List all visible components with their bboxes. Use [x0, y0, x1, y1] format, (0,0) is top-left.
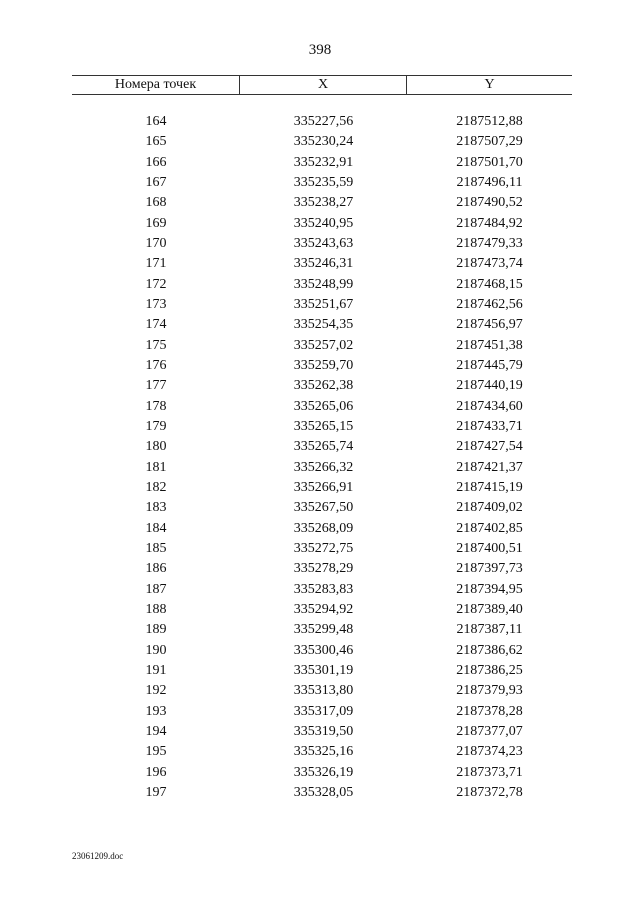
point-number-cell: 190 [145, 642, 167, 658]
table-row [72, 641, 572, 661]
y-coordinate-cell: 2187397,73 [456, 561, 523, 577]
y-coordinate-cell: 2187415,19 [456, 480, 523, 496]
point-number-cell: 168 [145, 195, 167, 211]
point-number-cell: 187 [145, 581, 167, 597]
table-row [72, 336, 572, 356]
y-coordinate-cell: 2187421,37 [456, 459, 523, 475]
table-row [72, 539, 572, 559]
y-coordinate-cell: 2187427,54 [456, 439, 523, 455]
x-coordinate-cell: 335267,50 [293, 500, 354, 516]
point-number-cell: 173 [145, 297, 167, 313]
table-row [72, 498, 572, 518]
table-row [72, 275, 572, 295]
point-number-cell: 193 [145, 703, 167, 719]
x-coordinate-cell: 335301,19 [293, 663, 354, 679]
y-coordinate-cell: 2187434,60 [456, 398, 523, 414]
x-coordinate-cell: 335328,05 [293, 784, 354, 800]
table-row [72, 356, 572, 376]
table-header [72, 76, 572, 94]
table-row [72, 295, 572, 315]
y-coordinate-cell: 2187507,29 [456, 134, 523, 150]
y-coordinate-cell: 2187433,71 [456, 419, 523, 435]
table-row [72, 376, 572, 396]
y-coordinate-cell: 2187473,74 [456, 256, 523, 272]
y-coordinate-cell: 2187409,02 [456, 500, 523, 516]
x-coordinate-cell: 335254,35 [293, 317, 354, 333]
header-y: Y [484, 77, 495, 92]
point-number-cell: 174 [145, 317, 167, 333]
x-coordinate-cell: 335317,09 [293, 703, 354, 719]
table-row [72, 254, 572, 274]
y-coordinate-cell: 2187440,19 [456, 378, 523, 394]
point-number-cell: 172 [145, 276, 167, 292]
y-coordinate-cell: 2187462,56 [456, 297, 523, 313]
x-coordinate-cell: 335257,02 [293, 337, 354, 353]
x-coordinate-cell: 335238,27 [293, 195, 354, 211]
point-number-cell: 188 [145, 602, 167, 618]
point-number-cell: 183 [145, 500, 167, 516]
point-number-cell: 180 [145, 439, 167, 455]
table-row [72, 315, 572, 335]
table-row [72, 173, 572, 193]
x-coordinate-cell: 335268,09 [293, 520, 354, 536]
x-coordinate-cell: 335262,38 [293, 378, 354, 394]
y-coordinate-cell: 2187386,25 [456, 663, 523, 679]
x-coordinate-cell: 335235,59 [293, 175, 354, 191]
y-coordinate-cell: 2187374,23 [456, 744, 523, 760]
x-coordinate-cell: 335325,16 [293, 744, 354, 760]
table-row [72, 580, 572, 600]
table-row [72, 397, 572, 417]
point-number-cell: 177 [145, 378, 167, 394]
point-number-cell: 182 [145, 480, 167, 496]
header-point-number: Номера точек [72, 76, 240, 94]
point-number-cell: 184 [145, 520, 167, 536]
point-number-cell: 192 [145, 683, 167, 699]
x-coordinate-cell: 335265,06 [293, 398, 354, 414]
table-row [72, 234, 572, 254]
x-coordinate-cell: 335259,70 [293, 358, 354, 374]
page-number: 398 [308, 42, 332, 58]
y-coordinate-cell: 2187373,71 [456, 764, 523, 780]
table-row [72, 458, 572, 478]
table-row [72, 783, 572, 803]
table-row [72, 600, 572, 620]
y-coordinate-cell: 2187451,38 [456, 337, 523, 353]
x-coordinate-cell: 335230,24 [293, 134, 354, 150]
y-coordinate-cell: 2187389,40 [456, 602, 523, 618]
table-row [72, 132, 572, 152]
table-row [72, 722, 572, 742]
point-number-cell: 178 [145, 398, 167, 414]
y-coordinate-cell: 2187512,88 [456, 114, 523, 130]
x-coordinate-cell: 335319,50 [293, 724, 354, 739]
table-row [72, 763, 572, 783]
table-row [72, 702, 572, 722]
x-coordinate-cell: 335240,95 [293, 215, 354, 231]
y-coordinate-cell: 2187402,85 [456, 520, 523, 536]
y-coordinate-cell: 2187445,79 [456, 358, 523, 374]
x-coordinate-cell: 335272,75 [293, 541, 354, 557]
x-coordinate-cell: 335283,83 [293, 581, 354, 597]
x-coordinate-cell: 335227,56 [293, 114, 354, 130]
point-number-cell: 185 [145, 541, 167, 557]
point-number-cell: 191 [145, 663, 167, 679]
table-row [72, 661, 572, 681]
point-number-cell: 167 [145, 175, 167, 191]
y-coordinate-cell: 2187379,93 [456, 683, 523, 699]
x-coordinate-cell: 335300,46 [293, 642, 354, 658]
table-row [72, 620, 572, 640]
y-coordinate-cell: 2187372,78 [456, 784, 523, 800]
y-coordinate-cell: 2187386,62 [456, 642, 523, 658]
point-number-cell: 169 [145, 215, 167, 231]
table-row [72, 742, 572, 762]
point-number-cell: 171 [145, 256, 167, 272]
x-coordinate-cell: 335299,48 [293, 622, 354, 638]
table-row [72, 478, 572, 498]
table-row [72, 153, 572, 173]
table-row [72, 681, 572, 701]
point-number-cell: 166 [145, 154, 167, 170]
x-coordinate-cell: 335326,19 [293, 764, 354, 780]
point-number-cell: 197 [145, 784, 167, 800]
table-row [72, 437, 572, 457]
point-number-cell: 189 [145, 622, 167, 638]
point-number-cell: 186 [145, 561, 167, 577]
header-x: X [240, 76, 407, 94]
table-row [72, 214, 572, 234]
point-number-cell: 175 [145, 337, 167, 353]
x-coordinate-cell: 335266,32 [293, 459, 354, 475]
table-row [72, 559, 572, 579]
table-row [72, 519, 572, 539]
y-coordinate-cell: 2187377,07 [456, 724, 523, 739]
x-coordinate-cell: 335243,63 [293, 236, 354, 252]
x-coordinate-cell: 335265,74 [293, 439, 354, 455]
x-coordinate-cell: 335313,80 [293, 683, 354, 699]
x-coordinate-cell: 335266,91 [293, 480, 354, 496]
document-filename: 23061209.doc [72, 851, 124, 861]
y-coordinate-cell: 2187468,15 [456, 276, 523, 292]
point-number-cell: 179 [145, 419, 167, 435]
x-coordinate-cell: 335251,67 [293, 297, 354, 313]
y-coordinate-cell: 2187394,95 [456, 581, 523, 597]
y-coordinate-cell: 2187496,11 [456, 175, 523, 191]
table-row [72, 112, 572, 132]
x-coordinate-cell: 335232,91 [293, 154, 354, 170]
point-number-cell: 196 [145, 764, 167, 780]
y-coordinate-cell: 2187490,52 [456, 195, 523, 211]
point-number-cell: 170 [145, 236, 167, 252]
x-coordinate-cell: 335278,29 [293, 561, 354, 577]
point-number-cell: 194 [145, 724, 167, 739]
x-coordinate-cell: 335265,15 [293, 419, 354, 435]
y-coordinate-cell: 2187400,51 [456, 541, 523, 557]
point-number-cell: 176 [145, 358, 167, 374]
y-coordinate-cell: 2187378,28 [456, 703, 523, 719]
point-number-cell: 181 [145, 459, 167, 475]
point-number-cell: 165 [145, 134, 167, 150]
y-coordinate-cell: 2187387,11 [456, 622, 523, 638]
table-row [72, 417, 572, 437]
x-coordinate-cell: 335294,92 [293, 602, 354, 618]
point-number-cell: 195 [145, 744, 167, 760]
y-coordinate-cell: 2187484,92 [456, 215, 523, 231]
coordinates-table-body [72, 112, 572, 803]
table-header-bottom-rule [72, 94, 572, 95]
y-coordinate-cell: 2187501,70 [456, 154, 523, 170]
x-coordinate-cell: 335248,99 [293, 276, 354, 292]
y-coordinate-cell: 2187456,97 [456, 317, 523, 333]
x-coordinate-cell: 335246,31 [293, 256, 354, 272]
point-number-cell: 164 [145, 114, 167, 130]
y-coordinate-cell: 2187479,33 [456, 236, 523, 252]
table-row [72, 193, 572, 213]
